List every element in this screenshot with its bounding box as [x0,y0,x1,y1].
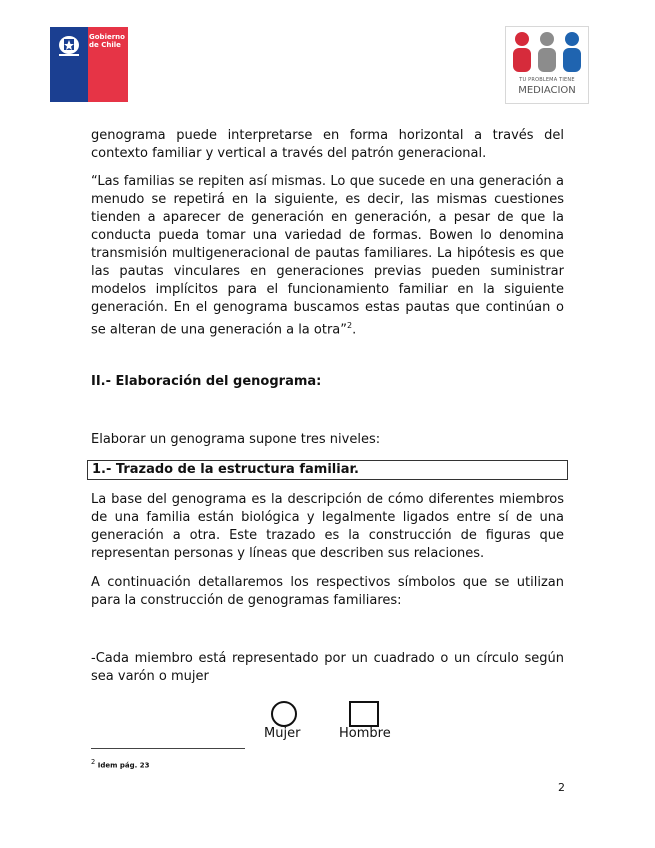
paragraph-bowen-quote [91,173,564,339]
paragraph-genograma-base: La base del genograma es la descripción de cómo diferentes miembros de una familia están biológica y legalmente ligados entre sí de una generación a otra. Este trazado es la construcción de figuras que representan personas y líneas que describen sus relaciones. [91,492,564,561]
quote-period: . [352,322,357,338]
female-label: Mujer [264,726,301,741]
footnote-number: 2 [91,758,96,766]
mediacion-logo-tagline: TU PROBLEMA TIENE [519,77,575,83]
footnote-separator [91,748,245,749]
paragraph-member-representation: -Cada miembro está representado por un cuadrado o un círculo según sea varón o mujer [91,651,564,684]
paragraph-genograma-interpretation: genograma puede interpretarse en forma horizontal a través del contexto familiar y vertical a través del patrón generacional. [91,128,564,161]
footnote-ref: 2 [347,321,353,330]
male-label: Hombre [339,726,391,741]
gov-logo-line1: Gobierno [89,33,125,41]
female-circle-symbol [269,700,299,728]
gov-logo-text [89,33,125,49]
gov-logo-line2: de Chile [89,41,121,49]
mediacion-logo [505,26,589,104]
paragraph-symbols-intro: A continuación detallaremos los respectivos símbolos que se utilizan para la construcción de genogramas familiares: [91,575,564,608]
people-icon [506,27,588,77]
section-heading: II.- Elaboración del genograma: [91,374,322,389]
boxed-heading [87,460,568,480]
male-square-symbol [348,700,380,728]
footnote [91,758,149,770]
boxed-heading-text: 1.- Trazado de la estructura familiar. [92,462,359,477]
coat-of-arms-icon [50,27,88,67]
quote-text: “Las familias se repiten así mismas. Lo que sucede en una generación a menudo se repetirá en la siguiente, es decir, las mismas cuestiones tienden a aparecer de generación en generación, a pesar de que la conducta pueda tomar una variedad de formas. Bowen lo denomina transmisión multigeneracional de pautas familiares. La hipótesis es que las pautas vinculares en generaciones previas pueden suministrar modelos implícitos para el funcionamiento familiar en la siguiente generación. En el genograma buscamos estas pautas que continúan o se alteran de una generación a la otra” [91,174,564,338]
mediacion-logo-word: MEDIACION [518,85,576,96]
gobierno-de-chile-logo [50,27,128,102]
paragraph-three-levels: Elaborar un genograma supone tres niveles: [91,432,381,447]
gov-logo-blue-panel [50,27,88,102]
page-number: 2 [558,781,565,794]
footnote-text: Idem pág. 23 [97,761,150,770]
